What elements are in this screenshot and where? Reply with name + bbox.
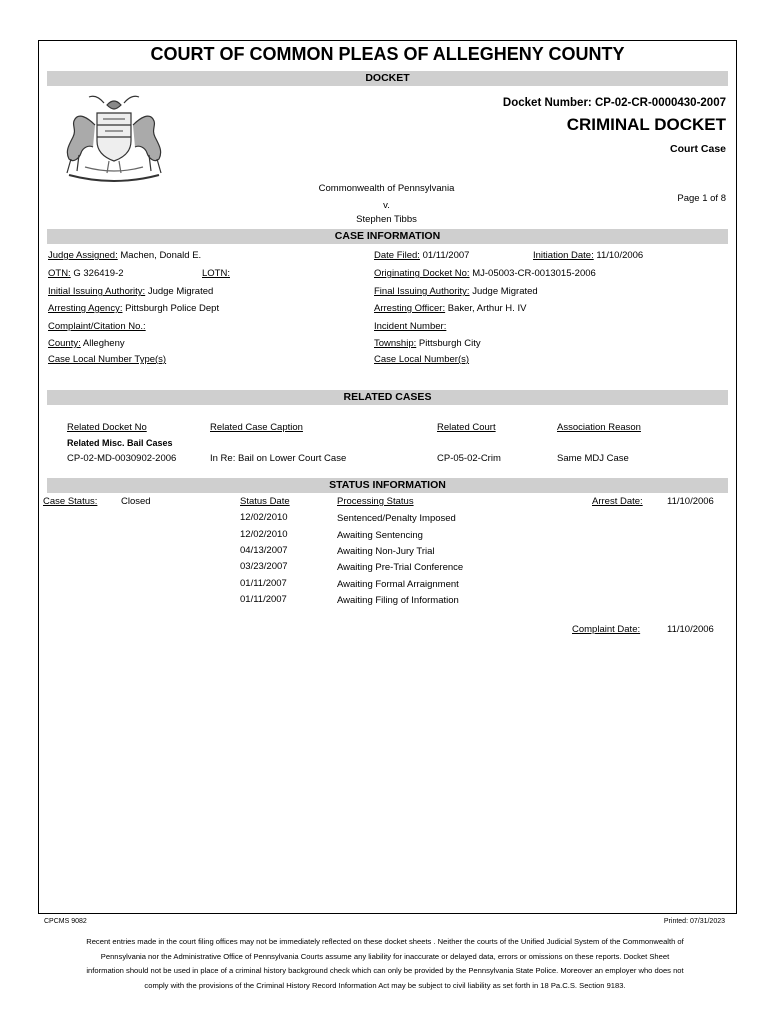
processing-status-5: Awaiting Formal Arraignment — [337, 579, 459, 590]
col-related-docket: Related Docket No — [67, 422, 147, 433]
otn-label: OTN: — [48, 268, 71, 279]
pennsylvania-coat-of-arms-icon — [49, 89, 179, 189]
processing-status-4: Awaiting Pre-Trial Conference — [337, 562, 464, 573]
initiation-value: 11/10/2006 — [596, 250, 644, 261]
related-docket-value: CP-02-MD-0030902-2006 — [67, 453, 177, 464]
township-value: Pittsburgh City — [418, 338, 481, 349]
lotn-label: LOTN: — [202, 268, 230, 279]
initial-issuing-authority — [48, 286, 213, 297]
county — [48, 338, 125, 349]
township-label: Township: — [374, 338, 417, 349]
processing-status-6: Awaiting Filing of Information — [337, 595, 459, 606]
arresting-officer — [374, 303, 526, 314]
case-local-numbers-label: Case Local Number(s) — [374, 354, 470, 365]
status-date-1: 12/02/2010 — [240, 512, 288, 523]
county-label: County: — [48, 338, 81, 349]
caption-plaintiff: Commonwealth of Pennsylvania — [318, 183, 455, 194]
status-date-2: 12/02/2010 — [240, 529, 288, 540]
col-processing-status: Processing Status — [337, 496, 414, 507]
processing-status-1: Sentenced/Penalty Imposed — [337, 513, 456, 524]
status-information-heading: STATUS INFORMATION — [47, 478, 728, 493]
docket-type: CRIMINAL DOCKET — [566, 115, 726, 134]
date-filed — [374, 250, 469, 261]
related-cases-heading: RELATED CASES — [47, 390, 728, 405]
judge-value: Machen, Donald E. — [120, 250, 202, 261]
complaint-citation-label: Complaint/Citation No.: — [48, 321, 146, 332]
docket-page — [38, 40, 737, 914]
otn-value: G 326419-2 — [73, 268, 124, 279]
init-issuing-value: Judge Migrated — [147, 286, 214, 297]
orig-docket-value: MJ-05003-CR-0013015-2006 — [472, 268, 596, 279]
related-group-label: Related Misc. Bail Cases — [67, 438, 173, 448]
county-value: Allegheny — [82, 338, 125, 349]
orig-docket-label: Originating Docket No: — [374, 268, 470, 279]
court-title: COURT OF COMMON PLEAS OF ALLEGHENY COUNTY — [150, 44, 625, 64]
form-code: CPCMS 9082 — [44, 918, 87, 925]
status-date-6: 01/11/2007 — [240, 594, 287, 605]
final-issuing-authority — [374, 286, 538, 297]
status-date-3: 04/13/2007 — [240, 545, 288, 556]
col-association-reason: Association Reason — [557, 422, 641, 433]
judge-assigned — [48, 250, 201, 261]
case-local-number-type-label: Case Local Number Type(s) — [48, 354, 167, 365]
related-caption-value: In Re: Bail on Lower Court Case — [210, 453, 347, 464]
arrest-date-label: Arrest Date: — [592, 496, 643, 507]
page-number: Page 1 of 8 — [677, 193, 726, 204]
status-date-4: 03/23/2007 — [240, 561, 288, 572]
arresting-officer-value: Baker, Arthur H. IV — [447, 303, 527, 314]
col-related-court: Related Court — [437, 422, 496, 433]
arresting-agency-label: Arresting Agency: — [48, 303, 123, 314]
related-court-value: CP-05-02-Crim — [437, 453, 501, 464]
docket-number: Docket Number: CP-02-CR-0000430-2007 — [502, 97, 726, 109]
otn — [48, 268, 124, 279]
case-status-value: Closed — [121, 496, 151, 507]
disclaimer: Recent entries made in the court filing offices may not be immediately reflected on these docket sheets . Neither the courts of the Unified Judicial System of the Commonwealth of Pennsylvania nor the Administrative Office of Pennsylvania Courts assume any liability for inaccurate or delayed data, errors or omissions on these reports. Docket Sheet information should not be used in place of a criminal history background check which can only be provided by the Pennsylvania State Police. Moreover an employer who does not comply with the provisions of the Criminal History Record Information Act may be subject to civil liability as set forth in 18 Pa.C.S. Section 9183. — [86, 937, 684, 990]
association-reason-value: Same MDJ Case — [557, 453, 629, 464]
arresting-agency-value: Pittsburgh Police Dept — [125, 303, 220, 314]
final-issuing-value: Judge Migrated — [472, 286, 538, 297]
col-status-date: Status Date — [240, 496, 290, 507]
arrest-date-value: 11/10/2006 — [667, 496, 714, 507]
case-information-heading: CASE INFORMATION — [47, 229, 728, 244]
court-case-label: Court Case — [669, 143, 726, 155]
arresting-agency — [48, 303, 219, 314]
col-related-caption: Related Case Caption — [210, 422, 303, 433]
init-issuing-label: Initial Issuing Authority: — [48, 286, 146, 297]
complaint-date-value: 11/10/2006 — [667, 624, 714, 635]
status-date-5: 01/11/2007 — [240, 578, 287, 589]
processing-status-2: Awaiting Sentencing — [337, 530, 423, 541]
complaint-date-label: Complaint Date: — [572, 624, 641, 635]
arresting-officer-label: Arresting Officer: — [374, 303, 446, 314]
judge-label: Judge Assigned: — [48, 250, 118, 261]
docket-bar: DOCKET — [47, 71, 728, 86]
date-filed-label: Date Filed: — [374, 250, 420, 261]
printed-date: Printed: 07/31/2023 — [663, 918, 725, 925]
caption-defendant: Stephen Tibbs — [356, 214, 417, 225]
incident-number-label: Incident Number: — [374, 321, 447, 332]
township — [374, 338, 481, 349]
initiation-date — [533, 250, 643, 261]
initiation-label: Initiation Date: — [533, 250, 594, 261]
date-filed-value: 01/11/2007 — [422, 250, 470, 261]
caption-versus: v. — [383, 200, 390, 211]
case-status-label: Case Status: — [43, 496, 98, 507]
processing-status-3: Awaiting Non-Jury Trial — [337, 546, 435, 557]
final-issuing-label: Final Issuing Authority: — [374, 286, 470, 297]
originating-docket — [374, 268, 596, 279]
